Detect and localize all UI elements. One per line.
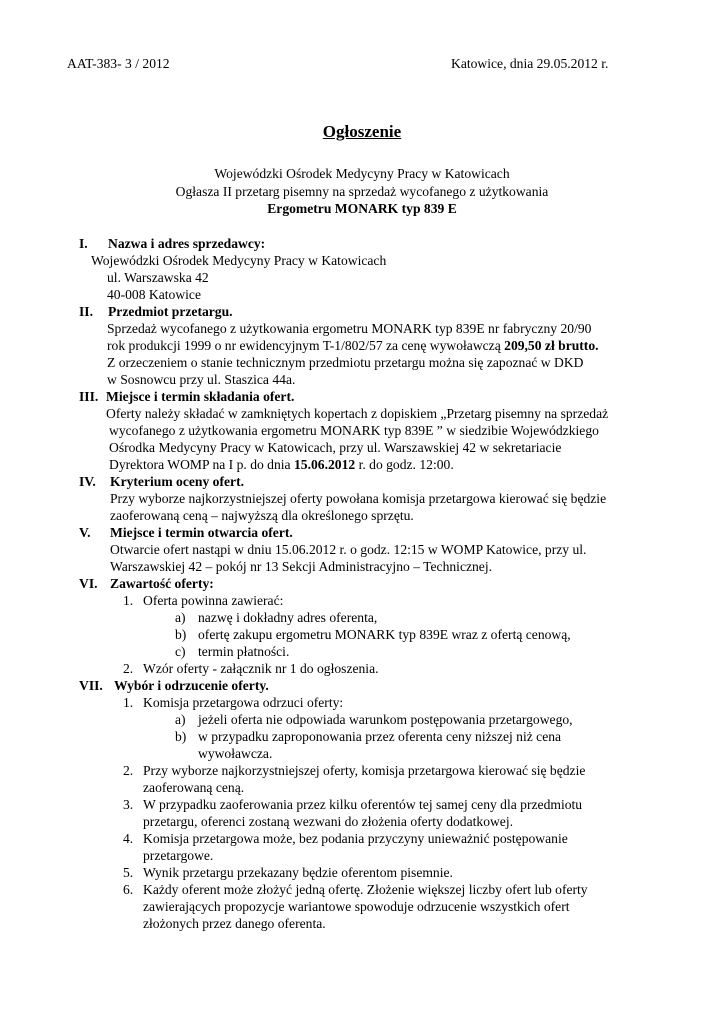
list-item: W przypadku zaoferowania przez kilku oferentów tej samej ceny dla przedmiotu [143,797,583,812]
section-7-heading: Wybór i odrzucenie oferty. [114,678,269,693]
list-letter: a) [175,712,186,727]
document-reference: AAT-383- 3 / 2012 [67,56,170,71]
list-item: przetargu, oferenci zostaną wezwani do złożenia oferty dodatkowej. [143,814,514,829]
list-item: złożonych przez danego oferenta. [143,916,326,931]
list-letter: b) [175,627,187,642]
list-number: 6. [123,882,134,897]
section-3-heading: Miejsce i termin składania ofert. [106,389,295,404]
list-item: Komisja przetargowa odrzuci oferty: [143,695,344,710]
section-3-line: Oferty należy składać w zamkniętych kopertach z dopiskiem „Przetarg pisemny na sprzedaż [106,406,609,421]
intro-line-1: Wojewódzki Ośrodek Medycyny Pracy w Katowicach [214,166,510,181]
list-number: 1. [123,695,134,710]
section-3-line: Ośrodka Medycyny Pracy w Katowicach, przy ul. Warszawskiej 42 w sekretariacie [109,440,562,455]
list-number: 4. [123,831,134,846]
deadline-date: 15.06.2012 [294,457,356,472]
section-2-line: w Sosnowcu przy ul. Staszica 44a. [107,372,296,387]
list-item: wywoławcza. [198,746,273,761]
page-title: Ogłoszenie [322,122,402,141]
section-2-line: Z orzeczeniem o stanie technicznym przedmiotu przetargu można się zapoznać w DKD [107,355,584,370]
intro-line-2: Ogłasza II przetarg pisemny na sprzedaż wycofanego z użytkowania [175,184,549,199]
section-5-line: Warszawskiej 42 – pokój nr 13 Sekcji Administracyjno – Technicznej. [110,559,493,574]
list-number: 2. [123,763,134,778]
section-5-heading: Miejsce i termin otwarcia ofert. [110,525,293,540]
section-1-line: 40-008 Katowice [107,287,201,302]
list-item: zawierających propozycje wariantowe spowoduje odrzucenie wszystkich ofert [143,899,570,914]
list-item: termin płatności. [198,644,290,659]
list-item: nazwę i dokładny adres oferenta, [198,610,378,625]
list-item: zaoferowaną ceną. [143,780,245,795]
list-item: Oferta powinna zawierać: [143,593,284,608]
section-3-line [109,456,454,473]
section-1-heading: Nazwa i adres sprzedawcy: [108,236,266,251]
section-2-line [107,337,599,354]
section-2-text: rok produkcji 1999 o nr ewidencyjnym T-1/802/57 za cenę wywoławczą [107,338,505,353]
section-4-heading: Kryterium oceny ofert. [110,474,244,489]
list-item: Wynik przetargu przekazany będzie oferentom pisemnie. [143,865,453,880]
section-6-heading: Zawartość oferty: [110,576,214,591]
section-2-heading: Przedmiot przetargu. [108,304,233,319]
section-4-number: IV. [79,474,96,489]
section-7-number: VII. [79,678,103,693]
list-item: Przy wyborze najkorzystniejszej oferty, komisja przetargowa kierować się będzie [143,763,586,778]
section-5-line: Otwarcie ofert nastąpi w dniu 15.06.2012 r. o godz. 12:15 w WOMP Katowice, przy ul. [110,542,587,557]
list-item: Każdy oferent może złożyć jedną ofertę. Złożenie większej liczby ofert lub oferty [143,882,588,897]
section-3-line: wycofanego z użytkowania ergometru MONARK typ 839E ” w siedzibie Wojewódzkiego [109,423,599,438]
list-number: 5. [123,865,134,880]
list-item: w przypadku zaproponowania przez oferenta ceny niższej niż cena [198,729,562,744]
section-4-line: zaoferowaną ceną – najwyższą dla określonego sprzętu. [110,508,414,523]
list-number: 3. [123,797,134,812]
list-letter: b) [175,729,187,744]
section-1-line: ul. Warszawska 42 [107,270,209,285]
list-item: Komisja przetargowa może, bez podania przyczyny unieważnić postępowanie [143,831,568,846]
section-2-line: Sprzedaż wycofanego z użytkowania ergometru MONARK typ 839E nr fabryczny 20/90 [107,321,592,336]
section-4-line: Przy wyborze najkorzystniejszej oferty powołana komisja przetargowa kierować się będzie [110,491,607,506]
section-5-number: V. [79,525,91,540]
section-1-number: I. [79,236,88,251]
list-item: ofertę zakupu ergometru MONARK typ 839E wraz z ofertą cenową, [198,627,571,642]
section-6-number: VI. [79,576,98,591]
list-item: Wzór oferty - załącznik nr 1 do ogłoszenia. [143,661,379,676]
list-number: 2. [123,661,134,676]
section-3-text: Dyrektora WOMP na I p. do dnia [109,457,294,472]
section-1-line: Wojewódzki Ośrodek Medycyny Pracy w Katowicach [91,253,387,268]
list-number: 1. [123,593,134,608]
section-3-number: III. [79,389,99,404]
list-item: przetargowe. [143,848,214,863]
section-3-text: r. do godz. 12:00. [355,457,454,472]
list-letter: c) [175,644,186,659]
place-and-date: Katowice, dnia 29.05.2012 r. [451,56,609,71]
list-letter: a) [175,610,186,625]
starting-price: 209,50 zł brutto. [504,338,599,353]
list-item: jeżeli oferta nie odpowiada warunkom postępowania przetargowego, [198,712,573,727]
intro-line-3: Ergometru MONARK typ 839 E [267,201,457,216]
section-2-number: II. [79,304,93,319]
